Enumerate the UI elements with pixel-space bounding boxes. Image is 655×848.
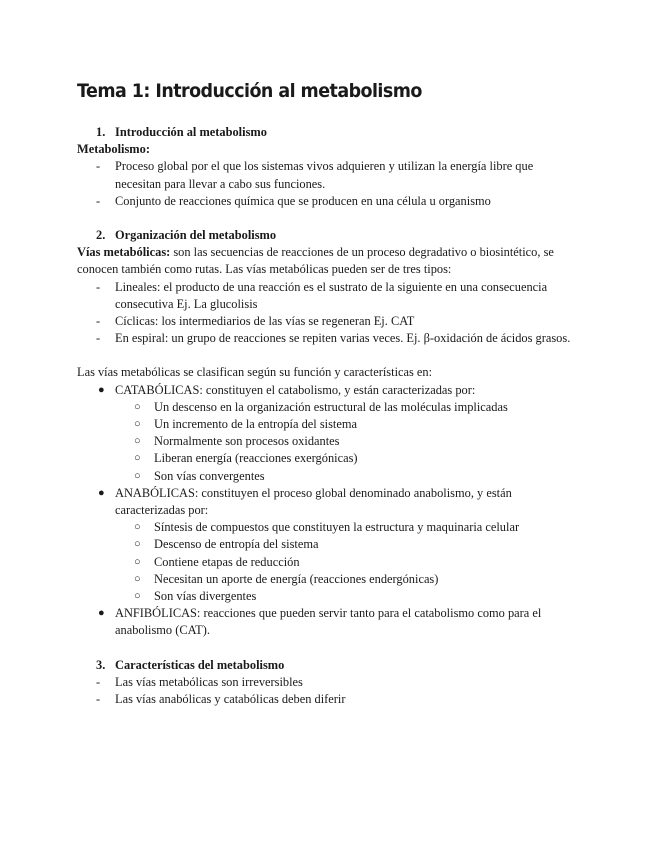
list-item xyxy=(77,279,582,313)
section-title: Características del metabolismo xyxy=(115,657,285,672)
sublist-item xyxy=(77,588,582,605)
sublist-item-text: Son vías divergentes xyxy=(154,589,257,604)
list-item-text: Las vías metabólicas son irreversibles xyxy=(115,674,303,689)
sublist-item xyxy=(77,450,582,467)
list-item xyxy=(77,193,582,210)
dash-marker: - xyxy=(96,674,101,689)
sublist-item xyxy=(77,536,582,553)
dash-marker: - xyxy=(96,331,101,346)
circle-marker: ○ xyxy=(134,555,141,568)
section-heading-2 xyxy=(77,227,582,244)
vias-metabolicas-label: Vías metabólicas: xyxy=(77,245,171,260)
list-item-text: Conjunto de reacciones química que se producen en una célula u organismo xyxy=(115,193,491,208)
dash-marker: - xyxy=(96,193,101,208)
sublist-item xyxy=(77,468,582,485)
list-item-catabolic xyxy=(77,382,582,485)
list-item xyxy=(77,158,582,192)
sublist-item xyxy=(77,554,582,571)
list-item-text: Las vías anabólicas y catabólicas deben diferir xyxy=(115,692,346,707)
bullet-marker: ● xyxy=(98,383,105,396)
sublist-item-text: Un descenso en la organización estructural de las moléculas implicadas xyxy=(154,399,508,414)
section-title: Introducción al metabolismo xyxy=(115,125,267,139)
sublist-item xyxy=(77,571,582,588)
amphibolic-label: ANFIBÓLICAS: reacciones que pueden servir tanto para el catabolismo como para el anabolismo (CAT). xyxy=(115,606,542,638)
sublist-item-text: Contiene etapas de reducción xyxy=(154,554,300,569)
characteristics-list xyxy=(77,674,582,708)
list-item xyxy=(77,330,582,347)
sublist-item xyxy=(77,416,582,433)
list-item xyxy=(77,691,582,708)
bullet-marker: ● xyxy=(98,486,105,499)
sublist-item-text: Síntesis de compuestos que constituyen la estructura y maquinaria celular xyxy=(154,520,520,535)
classification-list xyxy=(77,382,582,640)
metabolismo-label: Metabolismo: xyxy=(77,142,150,157)
catabolic-sublist xyxy=(77,399,582,485)
catabolic-label: CATABÓLICAS: constituyen el catabolismo, y están caracterizadas por: xyxy=(115,382,476,397)
list-item-text: Lineales: el producto de una reacción es el sustrato de la siguiente en una consecuencia consecutiva Ej. La glucolisis xyxy=(115,279,548,311)
sublist-item xyxy=(77,519,582,536)
sublist-item xyxy=(77,433,582,450)
section-title: Organización del metabolismo xyxy=(115,228,277,243)
section-number: 3. xyxy=(96,657,106,672)
anabolic-label: ANABÓLICAS: constituyen el proceso global denominado anabolismo, y están caracterizadas por: xyxy=(115,485,512,518)
pathway-types-list xyxy=(77,279,582,348)
list-item-text: En espiral: un grupo de reacciones se repiten varias veces. Ej. β-oxidación de ácidos grasos. xyxy=(115,331,571,346)
metabolismo-definition-list xyxy=(77,158,582,210)
circle-marker: ○ xyxy=(134,538,141,551)
circle-marker: ○ xyxy=(134,418,141,431)
sublist-item-text: Son vías convergentes xyxy=(154,468,265,483)
circle-marker: ○ xyxy=(134,452,141,465)
section-heading-3 xyxy=(77,657,582,674)
section-number: 1. xyxy=(96,125,106,139)
bullet-marker: ● xyxy=(98,607,105,620)
list-item xyxy=(77,313,582,330)
list-item-text: Cíclicas: los intermediarios de las vías se regeneran Ej. CAT xyxy=(115,314,415,329)
circle-marker: ○ xyxy=(134,572,141,585)
document-title: Tema 1: Introducción al metabolismo xyxy=(77,80,422,102)
dash-marker: - xyxy=(96,692,101,707)
document-page xyxy=(77,78,582,708)
sublist-item-text: Un incremento de la entropía del sistema xyxy=(154,417,357,432)
sublist-item-text: Descenso de entropía del sistema xyxy=(154,537,319,552)
dash-marker: - xyxy=(96,279,101,294)
circle-marker: ○ xyxy=(134,400,141,413)
list-item-text: Proceso global por el que los sistemas vivos adquieren y utilizan la energía libre que necesitan para llevar a cabo sus funciones. xyxy=(115,159,534,191)
sublist-item xyxy=(77,399,582,416)
sublist-item-text: Necesitan un aporte de energía (reacciones endergónicas) xyxy=(154,571,439,586)
sublist-item-text: Liberan energía (reacciones exergónicas) xyxy=(154,451,358,466)
anabolic-sublist xyxy=(77,519,582,605)
dash-marker: - xyxy=(96,159,101,174)
classification-intro: Las vías metabólicas se clasifican según su función y características en: xyxy=(77,365,433,380)
list-item xyxy=(77,674,582,691)
list-item-anabolic xyxy=(77,485,582,605)
circle-marker: ○ xyxy=(134,435,141,448)
section-heading-1 xyxy=(77,124,582,141)
circle-marker: ○ xyxy=(134,590,141,603)
dash-marker: - xyxy=(96,314,101,329)
vias-metabolicas-intro: son las secuencias de reacciones de un proceso degradativo o biosintético, se conocen también como rutas. Las vías metabólicas pueden ser de tres tipos: xyxy=(77,245,554,277)
circle-marker: ○ xyxy=(134,521,141,534)
sublist-item-text: Normalmente son procesos oxidantes xyxy=(154,434,340,449)
list-item-amphibolic xyxy=(77,605,582,639)
vias-metabolicas-paragraph xyxy=(77,244,582,278)
section-number: 2. xyxy=(96,228,106,243)
circle-marker: ○ xyxy=(134,469,141,482)
